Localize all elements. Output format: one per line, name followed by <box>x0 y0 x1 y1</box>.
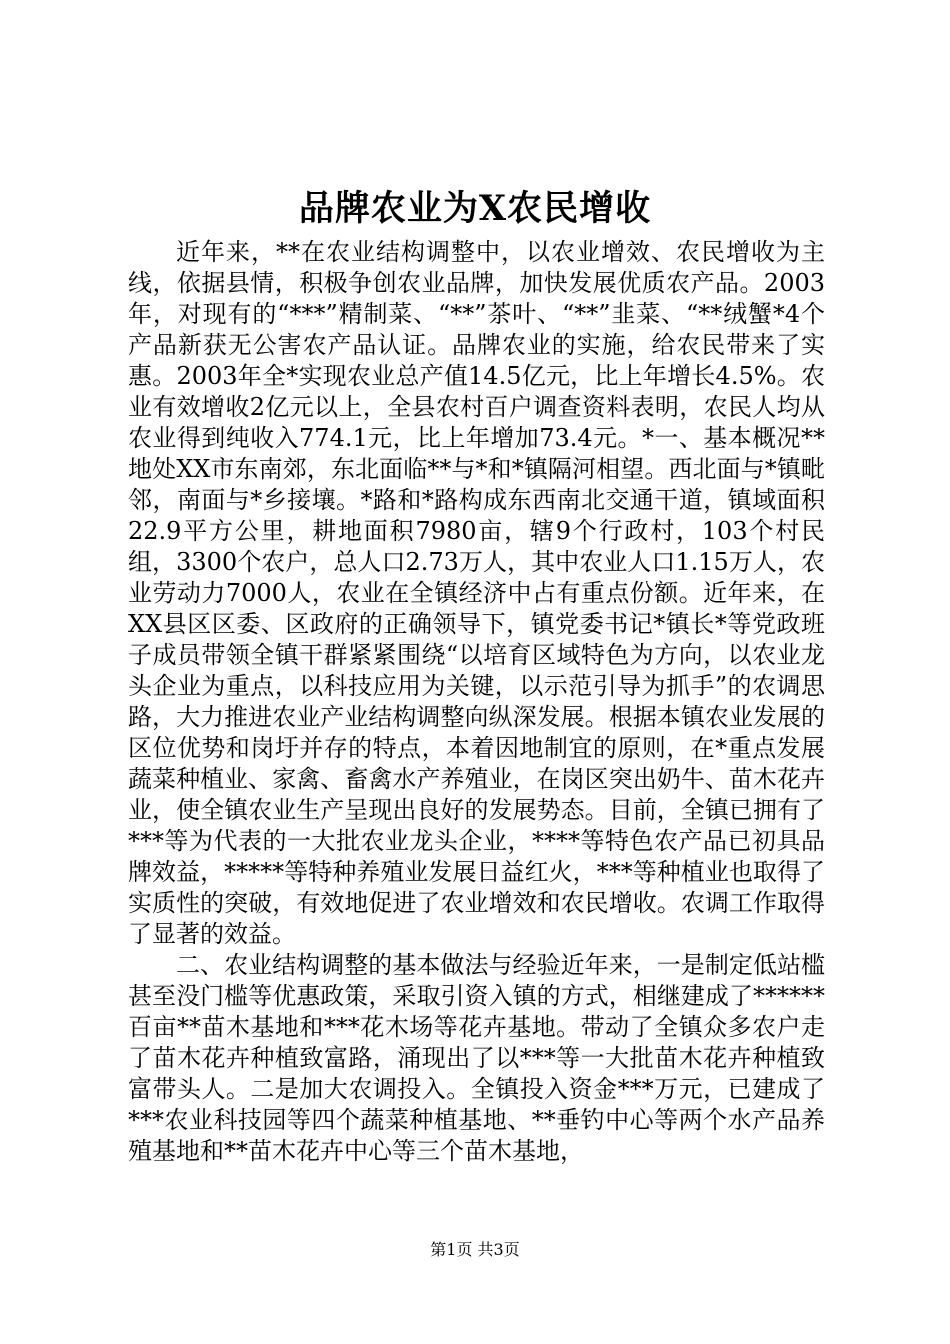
paragraph-1: 近年来，**在农业结构调整中，以农业增效、农民增收为主线，依据县情，积极争创农业品牌，加快发展优质农产品。2003年，对现有的“***”精制菜、“**”茶叶、“**”韭菜、“**绒蟹*4个产品新获无公害农产品认证。品牌农业的实施，给农民带来了实惠。2003年全*实现农业总产值14.5亿元，比上年增长4.5%。农业有效增收2亿元以上，全县农村百户调查资料表明，农民人均从农业得到纯收入774.1元，比上年增加73.4元。*一、基本概况**地处XX市东南郊，东北面临**与*和*镇隔河相望。西北面与*镇毗邻，南面与*乡接壤。*路和*路构成东西南北交通干道，镇域面积22.9平方公里，耕地面积7980亩，辖9个行政村，103个村民组，3300个农户，总人口2.73万人，其中农业人口1.15万人，农业劳动力7000人，农业在全镇经济中占有重点份额。近年来，在XX县区区委、区政府的正确领导下，镇党委书记*镇长*等党政班子成员带领全镇干群紧紧围绕“以培育区域特色为方向，以农业龙头企业为重点，以科技应用为关键，以示范引导为抓手”的农调思路，大力推进农业产业结构调整向纵深发展。根据本镇农业发展的区位优势和岗圩并存的特点，本着因地制宜的原则，在*重点发展蔬菜种植业、家禽、畜禽水产养殖业，在岗区突出奶牛、苗木花卉业，使全镇农业生产呈现出良好的发展势态。目前，全镇已拥有了***等为代表的一大批农业龙头企业，****等特色农产品已初具品牌效益，*****等特种养殖业发展日益红火，***等种植业也取得了实质性的突破，有效地促进了农业增效和农民增收。农调工作取得了显著的效益。 <box>128 238 825 948</box>
document-title: 品牌农业为X农民增收 <box>298 188 652 229</box>
page-footer: 第1页 共3页 <box>430 1240 520 1259</box>
document-body <box>128 237 825 1167</box>
paragraph-2: 二、农业结构调整的基本做法与经验近年来，一是制定低站槛甚至没门槛等优惠政策，采取引资入镇的方式，相继建成了******百亩**苗木基地和***花木场等花卉基地。带动了全镇众多农户走了苗木花卉种植致富路，涌现出了以***等一大批苗木花卉种植致富带头人。二是加大农调投入。全镇投入资金***万元，已建成了***农业科技园等四个蔬菜种植基地、**垂钓中心等两个水产品养殖基地和**苗木花卉中心等三个苗木基地， <box>128 951 825 1165</box>
